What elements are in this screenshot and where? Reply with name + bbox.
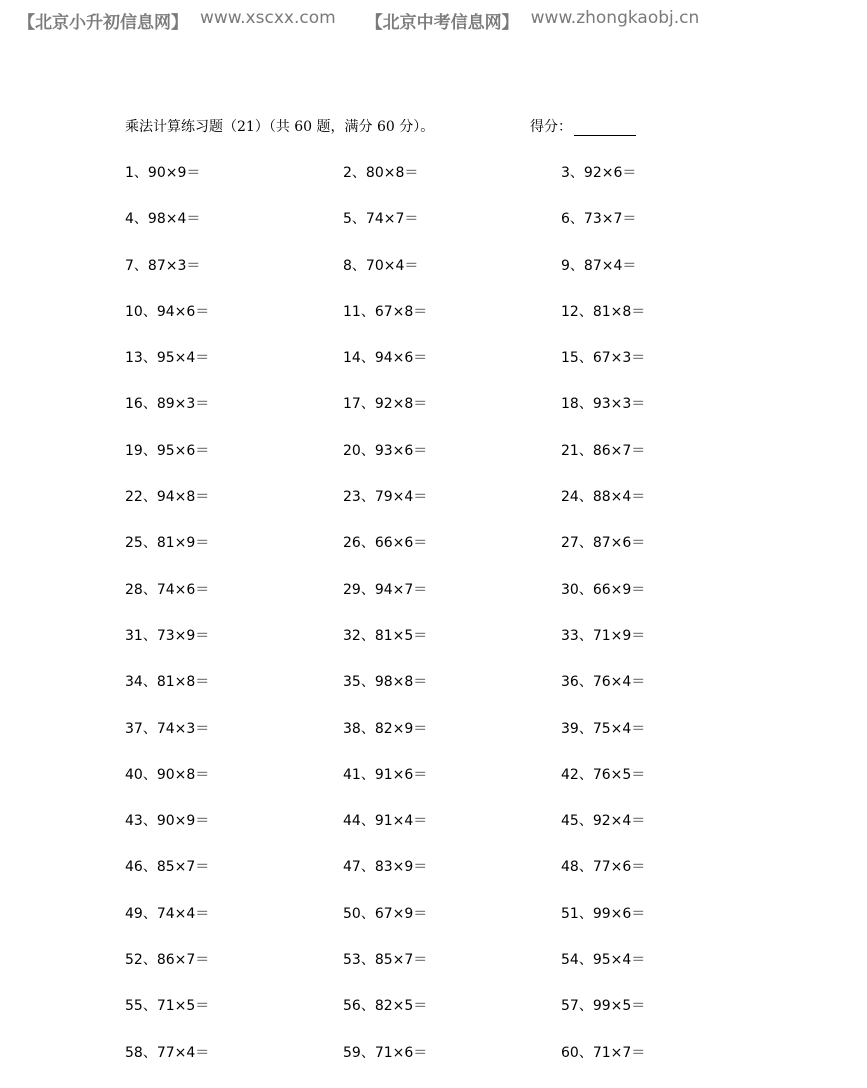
score-label: 得分：	[530, 119, 572, 135]
problem-item: 8、70×4＝	[343, 257, 419, 274]
problem-item: 30、66×9＝	[561, 581, 646, 598]
problem-item: 18、93×3＝	[561, 396, 646, 413]
problem-item: 56、82×5＝	[343, 998, 428, 1015]
problem-item: 32、81×5＝	[343, 627, 428, 644]
problem-item: 55、71×5＝	[125, 998, 210, 1015]
header-link-zhongkao[interactable]: www.zhongkaobj.cn	[530, 8, 700, 28]
problem-item: 14、94×6＝	[343, 350, 428, 367]
problem-item: 7、87×3＝	[125, 257, 201, 274]
problem-item: 37、74×3＝	[125, 720, 210, 737]
problem-item: 16、89×3＝	[125, 396, 210, 413]
problem-item: 19、95×6＝	[125, 442, 210, 459]
header-link-xscxx[interactable]: www.xscxx.com	[200, 8, 336, 28]
problem-item: 58、77×4＝	[125, 1044, 210, 1061]
problem-item: 28、74×6＝	[125, 581, 210, 598]
problem-item: 46、85×7＝	[125, 859, 210, 876]
problem-item: 45、92×4＝	[561, 813, 646, 830]
problem-item: 41、91×6＝	[343, 766, 428, 783]
problem-item: 50、67×9＝	[343, 905, 428, 922]
problem-item: 35、98×8＝	[343, 674, 428, 691]
problem-item: 5、74×7＝	[343, 211, 419, 228]
worksheet-title: 乘法计算练习题（21）（共 60 题，满分 60 分）。	[125, 119, 435, 135]
problem-item: 60、71×7＝	[561, 1044, 646, 1061]
problem-item: 40、90×8＝	[125, 766, 210, 783]
problem-item: 6、73×7＝	[561, 211, 637, 228]
worksheet-title-row	[125, 116, 685, 138]
score-field	[530, 116, 636, 136]
problem-item: 36、76×4＝	[561, 674, 646, 691]
problem-item: 26、66×6＝	[343, 535, 428, 552]
problem-grid	[125, 162, 725, 1088]
problem-item: 39、75×4＝	[561, 720, 646, 737]
problem-item: 59、71×6＝	[343, 1044, 428, 1061]
problem-item: 13、95×4＝	[125, 350, 210, 367]
problem-item: 33、71×9＝	[561, 627, 646, 644]
problem-item: 29、94×7＝	[343, 581, 428, 598]
problem-item: 38、82×9＝	[343, 720, 428, 737]
problem-item: 43、90×9＝	[125, 813, 210, 830]
problem-item: 22、94×8＝	[125, 489, 210, 506]
header-brand-zhongkao: 【北京中考信息网】	[365, 13, 519, 33]
problem-item: 11、67×8＝	[343, 303, 428, 320]
problem-item: 10、94×6＝	[125, 303, 210, 320]
problem-item: 3、92×6＝	[561, 165, 637, 181]
problem-item: 24、88×4＝	[561, 489, 646, 506]
problem-item: 12、81×8＝	[561, 303, 646, 320]
problem-item: 48、77×6＝	[561, 859, 646, 876]
problem-item: 1、90×9＝	[125, 165, 201, 181]
page-header	[18, 8, 699, 32]
problem-item: 47、83×9＝	[343, 859, 428, 876]
problem-item: 9、87×4＝	[561, 257, 637, 274]
problem-item: 49、74×4＝	[125, 905, 210, 922]
problem-item: 52、86×7＝	[125, 952, 210, 969]
problem-item: 54、95×4＝	[561, 952, 646, 969]
problem-item: 31、73×9＝	[125, 627, 210, 644]
problem-item: 44、91×4＝	[343, 813, 428, 830]
problem-item: 4、98×4＝	[125, 211, 201, 228]
problem-item: 25、81×9＝	[125, 535, 210, 552]
problem-item: 27、87×6＝	[561, 535, 646, 552]
problem-item: 23、79×4＝	[343, 489, 428, 506]
problem-item: 51、99×6＝	[561, 905, 646, 922]
score-blank-line	[574, 121, 636, 136]
problem-item: 15、67×3＝	[561, 350, 646, 367]
problem-item: 57、99×5＝	[561, 998, 646, 1015]
problem-item: 17、92×8＝	[343, 396, 428, 413]
problem-item: 20、93×6＝	[343, 442, 428, 459]
problem-item: 42、76×5＝	[561, 766, 646, 783]
problem-item: 2、80×8＝	[343, 165, 419, 181]
header-brand-xscxx: 【北京小升初信息网】	[18, 13, 188, 33]
problem-item: 34、81×8＝	[125, 674, 210, 691]
problem-item: 53、85×7＝	[343, 952, 428, 969]
problem-item: 21、86×7＝	[561, 442, 646, 459]
